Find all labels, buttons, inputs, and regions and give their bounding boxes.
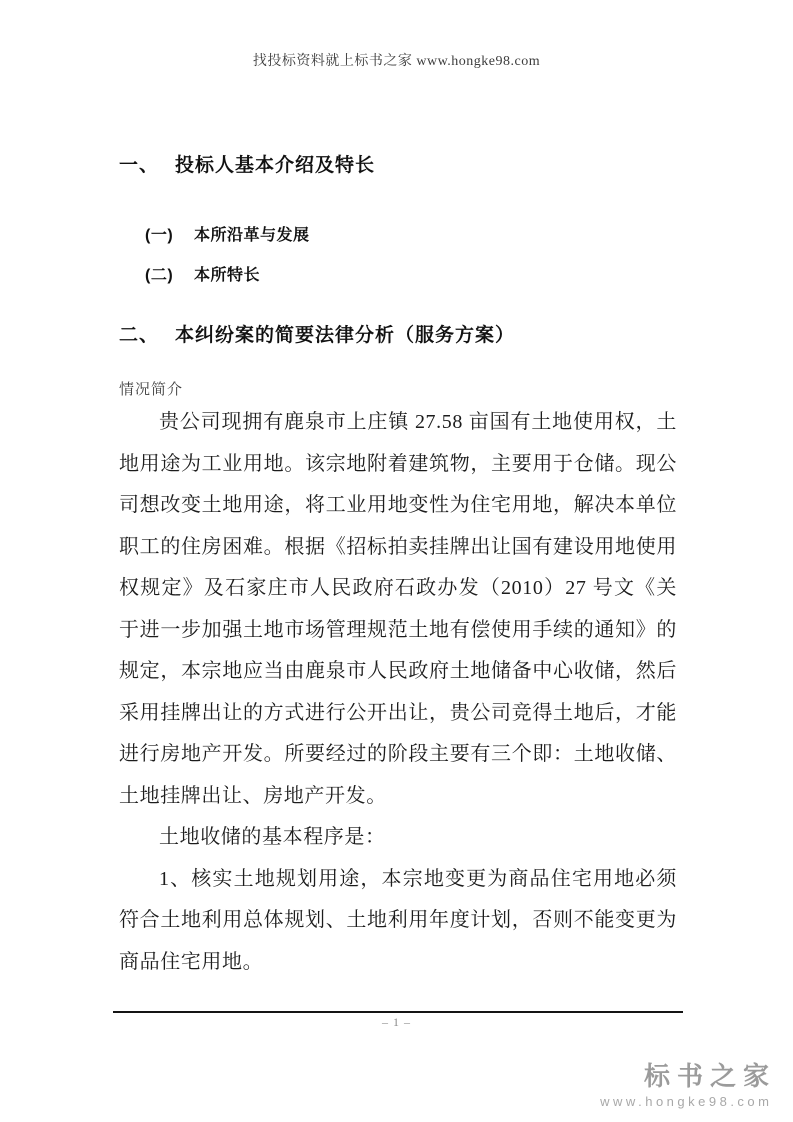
paragraph-item-1: 1、核实土地规划用途，本宗地变更为商品住宅用地必须符合土地利用总体规划、土地利用年度计划，否则不能变更为商品住宅用地。 xyxy=(119,867,677,973)
body-text-block xyxy=(119,402,677,983)
subitem-2 xyxy=(145,262,260,285)
brand-watermark xyxy=(600,1061,776,1109)
paragraph-procedure-lead: 土地收储的基本程序是： xyxy=(159,826,386,848)
subitem-2-title: 本所特长 xyxy=(194,267,261,284)
heading-2-number: 二、 xyxy=(119,325,160,346)
heading-1-number: 一、 xyxy=(119,155,160,176)
header-watermark-text: 找投标资料就上标书之家 www.hongke98.com xyxy=(252,54,541,69)
paragraph-intro: 贵公司现拥有鹿泉市上庄镇 27.58 亩国有土地使用权，土地用途为工业用地。该宗地附着建筑物，主要用于仓储。现公司想改变土地用途，将工业用地变性为住宅用地，解决本单位职工的住房困难。根据《招标拍卖挂牌出让国有建设用地使用权规定》及石家庄市人民政府石政办发（2010）27 号文《关于进一步加强土地市场管理规范土地有偿使用手续的通知》的规定，本宗地应当由鹿泉市人民政府土地储备中心收储，然后采用挂牌出让的方式进行公开出让，贵公司竞得土地后，才能进行房地产开发。所要经过的阶段主要有三个即：土地收储、土地挂牌出让、房地产开发。 xyxy=(119,411,677,807)
heading-1-title: 投标人基本介绍及特长 xyxy=(175,155,376,176)
subitem-1-title: 本所沿革与发展 xyxy=(194,227,310,244)
subitem-1 xyxy=(145,222,310,245)
heading-section-2 xyxy=(119,320,679,347)
brand-watermark-logo-text: 标书之家 xyxy=(643,1061,776,1091)
subitem-2-number: (二) xyxy=(145,267,174,284)
subitem-1-number: (一) xyxy=(145,227,174,244)
footer-divider xyxy=(113,1011,683,1013)
heading-section-1 xyxy=(119,150,679,177)
section-label: 情况简介 xyxy=(119,382,184,398)
page-number: – 1 – xyxy=(382,1015,411,1029)
brand-watermark-url: www.hongke98.com xyxy=(600,1093,773,1109)
heading-2-title: 本纠纷案的简要法律分析（服务方案） xyxy=(175,325,516,346)
